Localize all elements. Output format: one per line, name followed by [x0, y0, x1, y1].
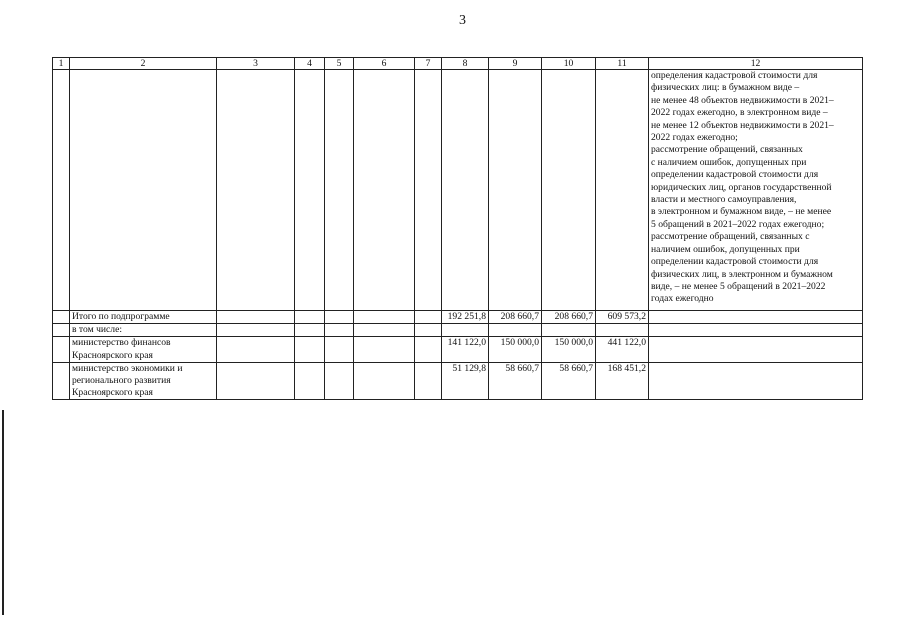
empty-cell [325, 324, 354, 337]
table-row-including [53, 324, 863, 337]
empty-cell [415, 337, 442, 362]
row-label-line: в том числе: [72, 324, 123, 336]
table-row-economy-ministry [53, 362, 863, 400]
column-header: 3 [217, 58, 295, 70]
row-label-line: Красноярского края [72, 387, 153, 399]
empty-cell [325, 337, 354, 362]
row-label-line: регионального развития [72, 375, 171, 387]
description-line: с наличием ошибок, допущенных при [651, 156, 807, 168]
empty-cell [325, 70, 354, 311]
empty-cell [354, 324, 415, 337]
description-line: 2022 годах ежегодно; [651, 132, 738, 144]
description-line: не менее 48 объектов недвижимости в 2021– [651, 94, 834, 106]
description-line: годах ежегодно [651, 293, 714, 305]
scan-edge-line [2, 410, 4, 615]
description-line: определении кадастровой стоимости для [651, 169, 819, 181]
column-header: 8 [442, 58, 489, 70]
row-label [70, 324, 217, 337]
description-line: 2022 годах ежегодно, в электронном виде – [651, 107, 828, 119]
empty-cell [53, 362, 70, 400]
column-header: 9 [489, 58, 542, 70]
description-line: 5 обращений в 2021–2022 годах ежегодно; [651, 218, 825, 230]
empty-cell [295, 324, 325, 337]
value-2022: 58 660,7 [489, 362, 542, 400]
description-line: не менее 12 объектов недвижимости в 2021– [651, 119, 834, 131]
empty-cell [354, 362, 415, 400]
empty-cell [415, 311, 442, 324]
value-2023 [542, 324, 596, 337]
empty-cell [649, 337, 863, 362]
empty-cell [542, 70, 596, 311]
empty-cell [217, 70, 295, 311]
empty-cell [649, 362, 863, 400]
empty-cell [295, 337, 325, 362]
empty-cell [415, 70, 442, 311]
row-label [70, 311, 217, 324]
value-2022 [489, 324, 542, 337]
value-total: 609 573,2 [596, 311, 649, 324]
empty-cell [442, 70, 489, 311]
value-2023: 150 000,0 [542, 337, 596, 362]
description-line: физических лиц, в электронном и бумажном [651, 268, 833, 280]
result-description [649, 70, 863, 311]
empty-cell [489, 70, 542, 311]
empty-cell [415, 324, 442, 337]
empty-cell [325, 311, 354, 324]
value-2023: 58 660,7 [542, 362, 596, 400]
column-header: 5 [325, 58, 354, 70]
description-line: в электронном и бумажном виде, – не менее [651, 206, 832, 218]
description-line: физических лиц: в бумажном виде – [651, 82, 800, 94]
column-header: 10 [542, 58, 596, 70]
description-line: власти и местного самоуправления, [651, 194, 797, 206]
empty-cell [217, 362, 295, 400]
column-header: 2 [70, 58, 217, 70]
row-label-line: Красноярского края [72, 349, 153, 361]
empty-cell [53, 70, 70, 311]
value-2021: 192 251,8 [442, 311, 489, 324]
empty-cell [295, 70, 325, 311]
empty-cell [53, 324, 70, 337]
empty-cell [53, 311, 70, 324]
empty-cell [325, 362, 354, 400]
value-2023: 208 660,7 [542, 311, 596, 324]
empty-cell [649, 311, 863, 324]
header-row [53, 58, 863, 70]
description-line: виде, – не менее 5 обращений в 2021–2022 [651, 280, 826, 292]
description-line: рассмотрение обращений, связанных [651, 144, 803, 156]
empty-cell [354, 70, 415, 311]
column-header: 1 [53, 58, 70, 70]
row-label [70, 362, 217, 400]
row-label [70, 337, 217, 362]
budget-table [52, 57, 863, 400]
row-label-line: министерство финансов [72, 337, 171, 349]
value-2021 [442, 324, 489, 337]
value-2021: 51 129,8 [442, 362, 489, 400]
empty-cell [217, 324, 295, 337]
value-2022: 208 660,7 [489, 311, 542, 324]
description-row [53, 70, 863, 311]
empty-cell [354, 337, 415, 362]
empty-cell [295, 362, 325, 400]
empty-cell [217, 311, 295, 324]
value-total [596, 324, 649, 337]
description-line: рассмотрение обращений, связанных с [651, 231, 810, 243]
column-header: 12 [649, 58, 863, 70]
value-2022: 150 000,0 [489, 337, 542, 362]
column-header: 11 [596, 58, 649, 70]
row-label-line: Итого по подпрограмме [72, 311, 170, 322]
page-number: 3 [459, 13, 466, 28]
value-2021: 141 122,0 [442, 337, 489, 362]
row-label-line: министерство экономики и [72, 362, 183, 374]
value-total: 168 451,2 [596, 362, 649, 400]
column-header: 4 [295, 58, 325, 70]
table-row-finance-ministry [53, 337, 863, 362]
empty-cell [596, 70, 649, 311]
empty-cell [295, 311, 325, 324]
empty-cell [354, 311, 415, 324]
column-header: 7 [415, 58, 442, 70]
description-line: определении кадастровой стоимости для [651, 256, 819, 268]
empty-cell [53, 337, 70, 362]
value-total: 441 122,0 [596, 337, 649, 362]
empty-cell [415, 362, 442, 400]
empty-cell [649, 324, 863, 337]
empty-cell [217, 337, 295, 362]
description-line: наличием ошибок, допущенных при [651, 243, 800, 255]
table-row-total [53, 311, 863, 324]
column-header: 6 [354, 58, 415, 70]
description-line: юридических лиц, органов государственной [651, 181, 832, 193]
description-line: определения кадастровой стоимости для [651, 70, 818, 81]
empty-cell [70, 70, 217, 311]
